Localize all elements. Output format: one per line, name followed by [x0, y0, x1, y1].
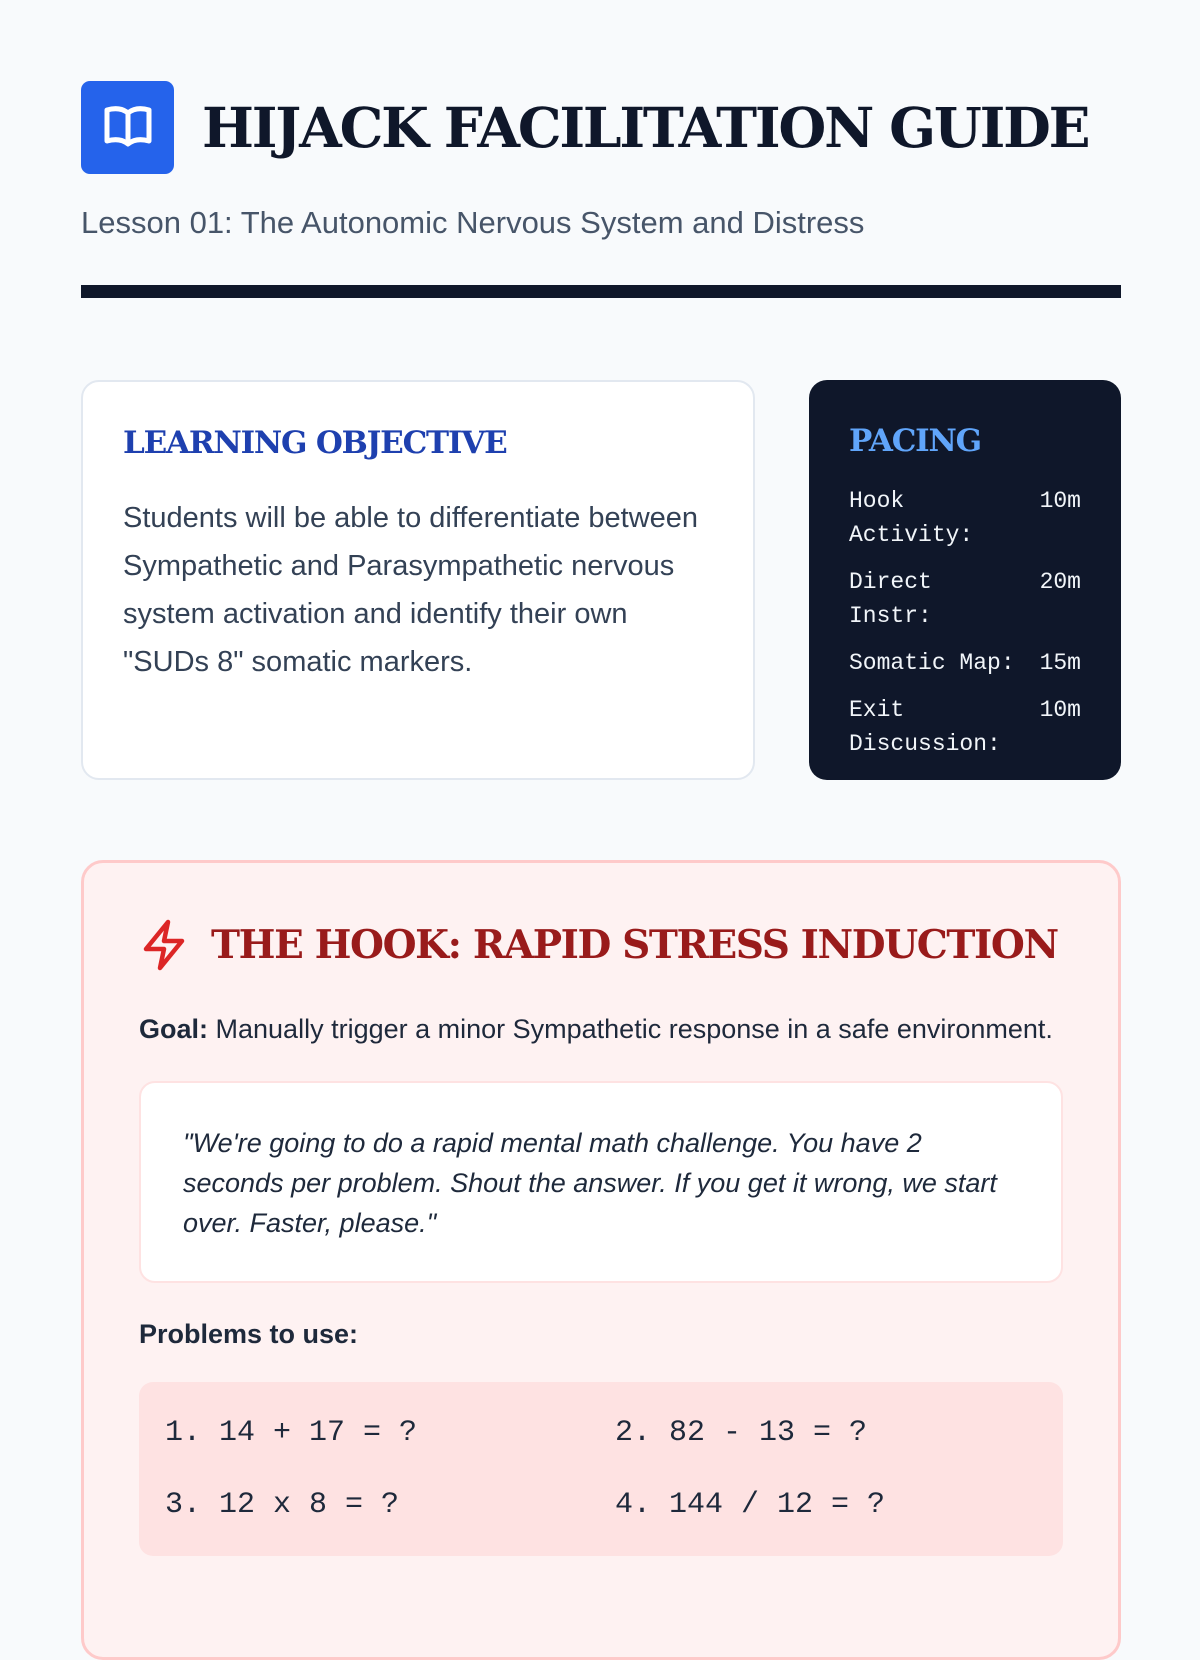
- problems-label: Problems to use:: [139, 1319, 359, 1349]
- header: [81, 80, 1119, 174]
- learning-objective-heading: LEARNING OBJECTIVE: [123, 425, 507, 461]
- pacing-item-label: Exit Discussion:: [849, 697, 1001, 758]
- problem-item: 3. 12 x 8 = ?: [165, 1488, 400, 1522]
- pacing-item-label: Direct Instr:: [849, 569, 932, 630]
- hook-header: [139, 915, 1063, 975]
- pacing-item-label: Somatic Map:: [849, 650, 1015, 677]
- hook-heading: THE HOOK: RAPID STRESS INDUCTION: [211, 921, 1058, 968]
- learning-objective-card: [81, 380, 755, 780]
- quote-text: "We're going to do a rapid mental math challenge. You have 2 seconds per problem. Shout the answer. If you get it wrong, we start over. Faster, please.": [183, 1128, 997, 1238]
- lightning-bolt-icon: [139, 918, 189, 972]
- pacing-card: [809, 380, 1121, 780]
- pacing-item: [849, 693, 1081, 761]
- open-book-icon: [81, 81, 174, 174]
- pacing-item: [849, 646, 1081, 680]
- pacing-heading: PACING: [849, 423, 981, 459]
- hook-goal: [139, 1009, 1063, 1049]
- problem-item: 2. 82 - 13 = ?: [615, 1416, 868, 1450]
- hook-card: [81, 860, 1121, 1660]
- learning-objective-text: Students will be able to differentiate between Sympathetic and Parasympathetic nervous system activation and identify their own "SUDs 8" somatic markers.: [123, 502, 699, 679]
- pacing-item-time: 10m: [1039, 488, 1081, 515]
- pacing-item: [849, 565, 1081, 633]
- problem-item: 4. 144 / 12 = ?: [615, 1488, 886, 1522]
- problem-item: 1. 14 + 17 = ?: [165, 1416, 418, 1450]
- pacing-item-time: 10m: [1039, 697, 1081, 724]
- goal-label: Goal:: [139, 1014, 209, 1044]
- page-title: HIJACK FACILITATION GUIDE: [202, 94, 1089, 160]
- pacing-item: [849, 484, 1081, 552]
- goal-description: Manually trigger a minor Sympathetic response in a safe environment.: [208, 1014, 1053, 1044]
- problems-list: [139, 1382, 1063, 1556]
- facilitator-script-quote: [139, 1081, 1063, 1283]
- overview-cards: [81, 380, 1121, 780]
- pacing-item-time: 20m: [1039, 569, 1081, 596]
- pacing-list: [849, 484, 1081, 761]
- lesson-subtitle: Lesson 01: The Autonomic Nervous System and Distress: [81, 205, 865, 240]
- pacing-item-label: Hook Activity:: [849, 488, 974, 549]
- pacing-item-time: 15m: [1039, 650, 1081, 677]
- header-divider: [81, 285, 1121, 298]
